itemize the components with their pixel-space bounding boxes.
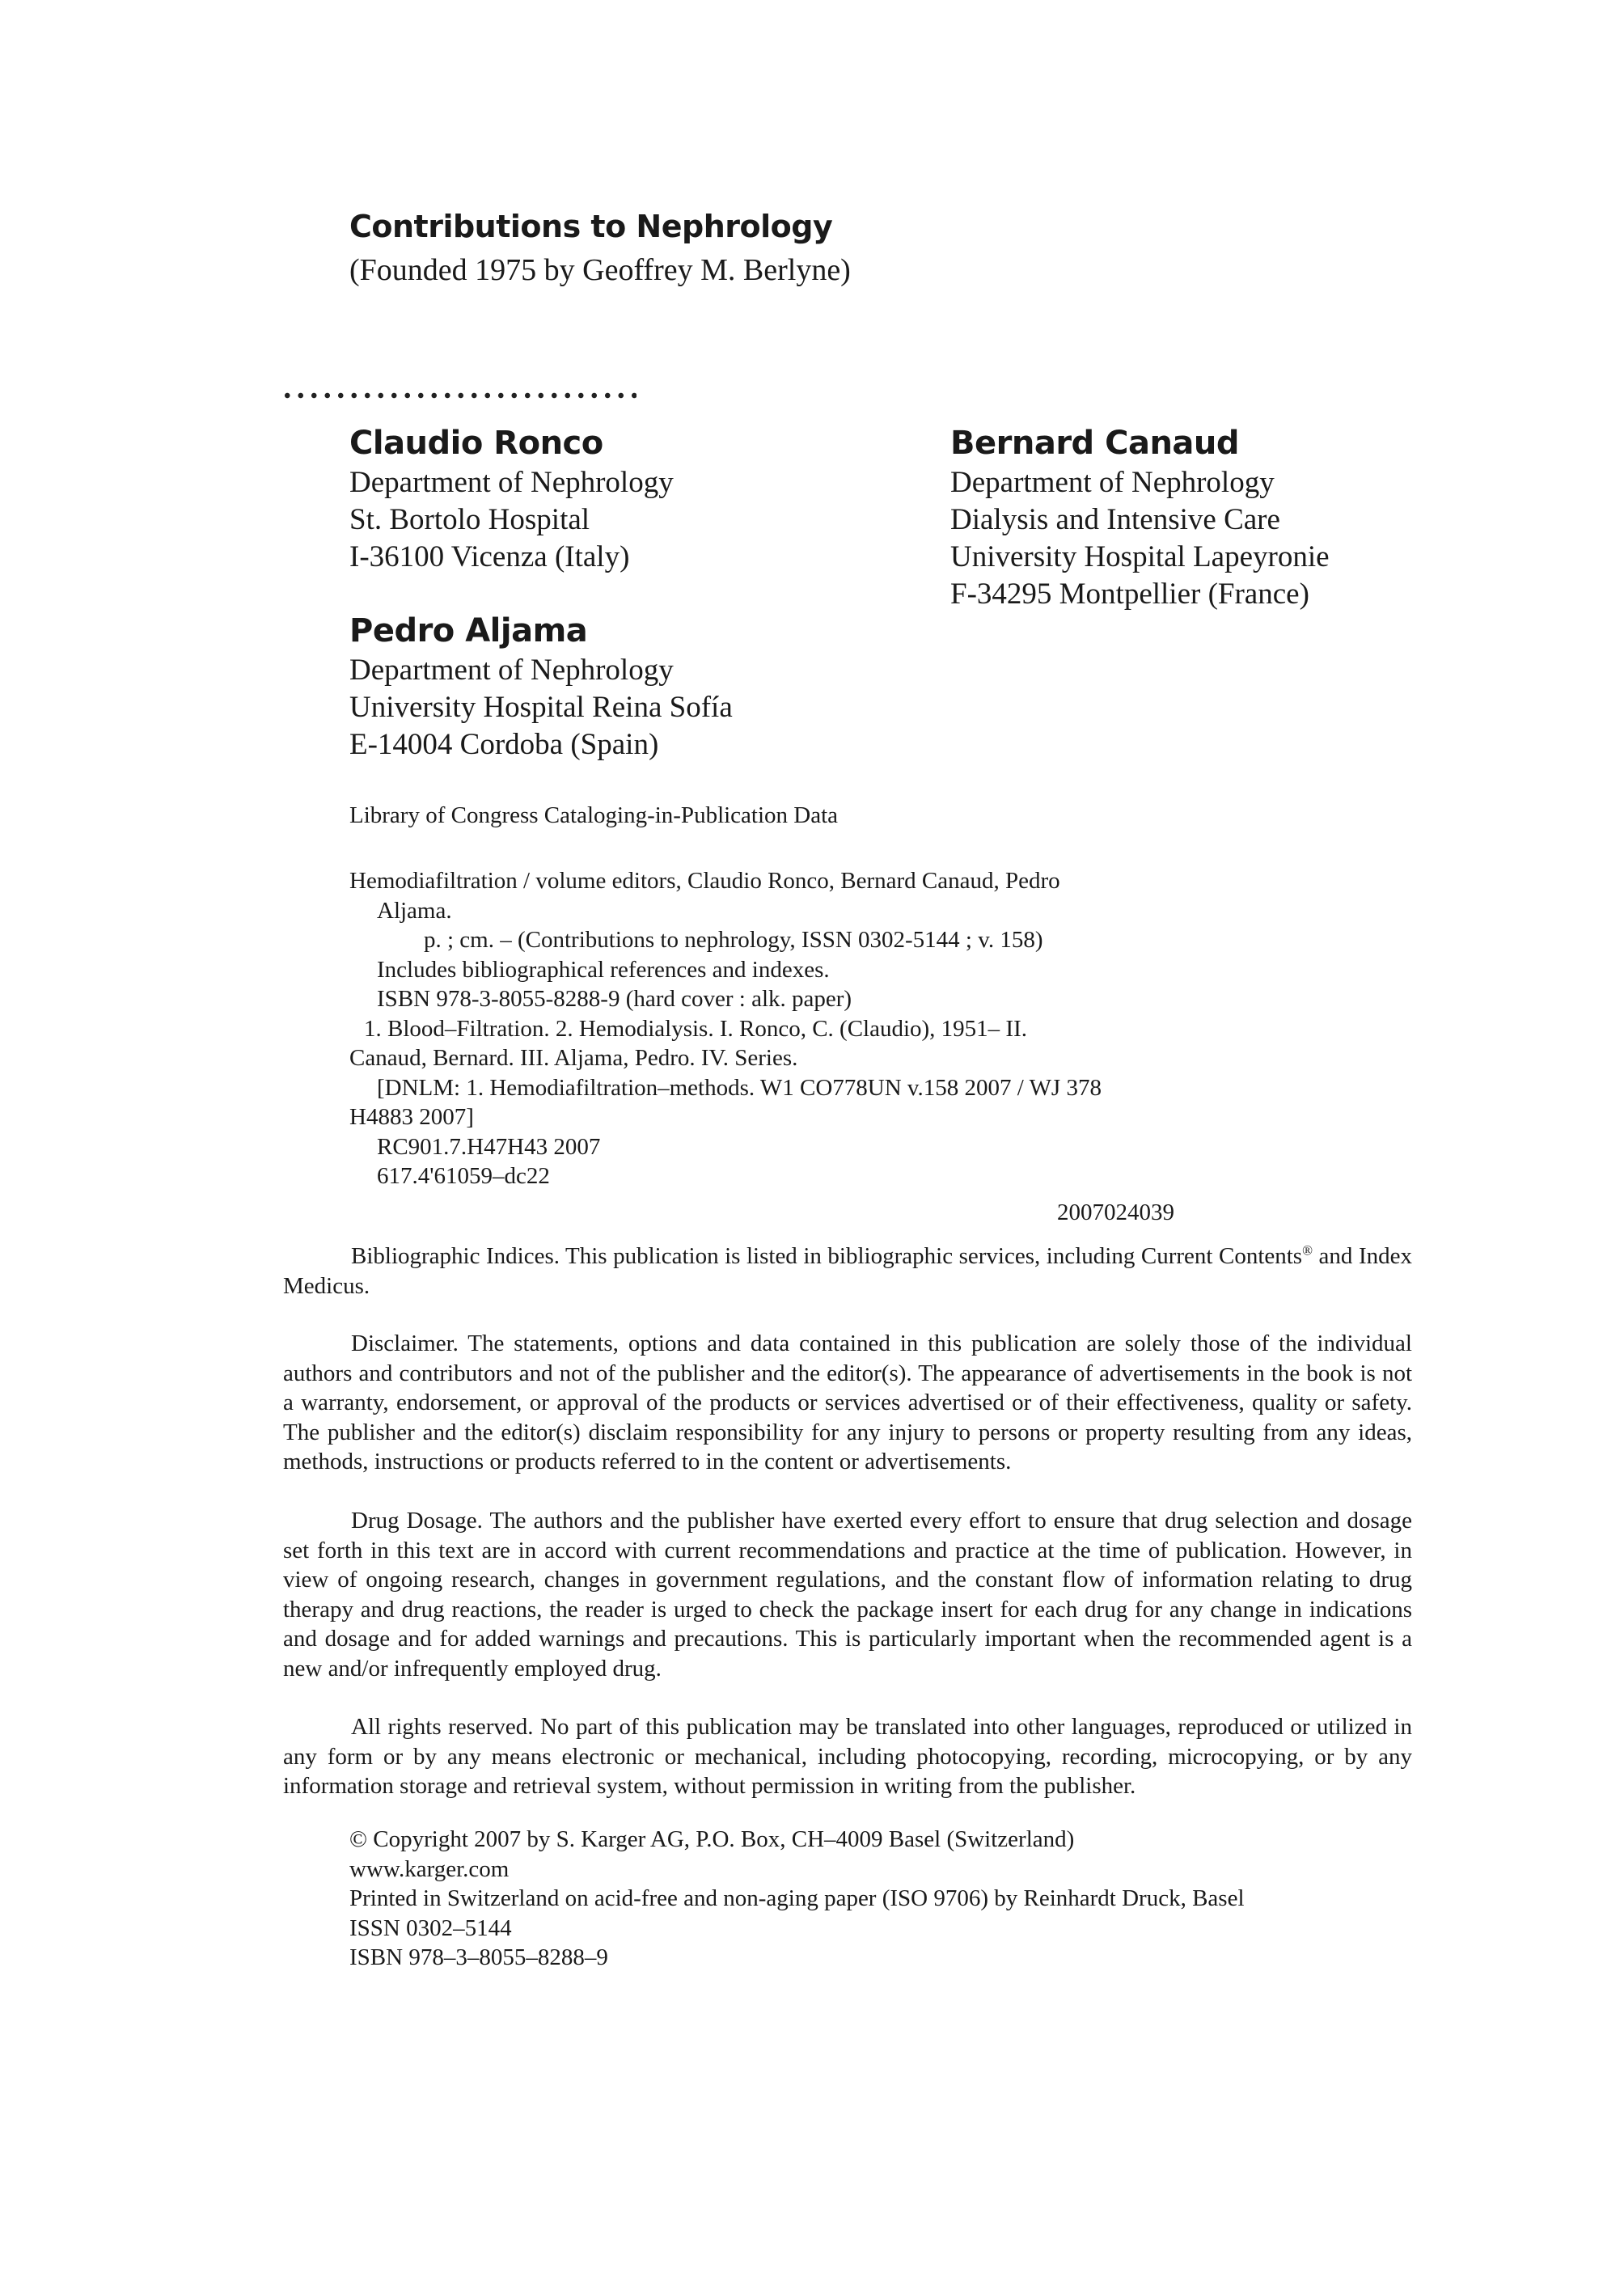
copyright-notice: © Copyright 2007 by S. Karger AG, P.O. Box, CH–4009 Basel (Switzerland) [349, 1826, 1075, 1852]
cip-line: 1. Blood–Filtration. 2. Hemodialysis. I. Ronco, C. (Claudio), 1951– II. [364, 1015, 1028, 1042]
editor-affiliation-line: Department of Nephrology [349, 466, 674, 499]
cip-line: 617.4'61059–dc22 [377, 1163, 550, 1189]
editor-block-ronco [349, 422, 674, 576]
editor-affiliation-line: University Hospital Lapeyronie [950, 540, 1330, 573]
editor-name: Bernard Canaud [950, 425, 1240, 462]
editor-affiliation-line: I-36100 Vicenza (Italy) [349, 540, 630, 573]
editor-affiliation-line: F-34295 Montpellier (France) [950, 577, 1309, 611]
cip-line: RC901.7.H47H43 2007 [377, 1133, 601, 1160]
dotted-divider [281, 390, 636, 401]
series-title: Contributions to Nephrology [349, 209, 833, 244]
rights-paragraph: All rights reserved. No part of this publication may be translated into other languages, reproduced or utilized in any form or by any means electronic or mechanical, including photocopying, recording, microcopying, or by any information storage and retrieval system, without permission in writing from the publisher. [283, 1714, 1412, 1799]
editor-affiliation-line: E-14004 Cordoba (Spain) [349, 728, 659, 761]
bibliographic-text: Bibliographic Indices. This publication is listed in bibliographic services, including Current Contents [351, 1243, 1303, 1269]
editor-affiliation-line: Department of Nephrology [950, 466, 1275, 499]
cip-line: p. ; cm. – (Contributions to nephrology, ISSN 0302-5144 ; v. 158) [424, 927, 1043, 953]
disclaimer-paragraph: Disclaimer. The statements, options and data contained in this publication are solely those of the individual authors and contributors and not of the publisher and the editor(s). The appearance of advertisements in the book is not a warranty, endorsement, or approval of the products or services advertised or of their effectiveness, quality or safety. The publisher and the editor(s) disclaim responsibility for any injury to persons or property resulting from any ideas, methods, instructions or products referred to in the content or advertisements. [283, 1331, 1412, 1474]
editor-block-canaud [950, 422, 1330, 613]
cip-line: H4883 2007] [349, 1104, 474, 1130]
copyright-block [349, 1825, 1245, 1973]
registered-mark: ® [1302, 1242, 1313, 1259]
cip-line: Hemodiafiltration / volume editors, Claudio Ronco, Bernard Canaud, Pedro [349, 868, 1060, 894]
editor-affiliation-line: Dialysis and Intensive Care [950, 503, 1280, 536]
editor-name: Pedro Aljama [349, 612, 588, 649]
cip-line: [DNLM: 1. Hemodiafiltration–methods. W1 CO778UN v.158 2007 / WJ 378 [377, 1074, 1102, 1101]
bibliographic-indices-paragraph [283, 1242, 1412, 1301]
printing-note: Printed in Switzerland on acid-free and non-aging paper (ISO 9706) by Reinhardt Druck, Basel [349, 1885, 1245, 1911]
publisher-website: www.karger.com [349, 1855, 510, 1882]
editor-affiliation-line: University Hospital Reina Sofía [349, 691, 733, 724]
cip-record [349, 866, 1223, 1227]
issn: ISSN 0302–5144 [349, 1914, 512, 1941]
cip-line: Aljama. [377, 897, 452, 924]
editor-affiliation-line: St. Bortolo Hospital [349, 503, 590, 536]
editor-name: Claudio Ronco [349, 425, 603, 462]
cip-line: ISBN 978-3-8055-8288-9 (hard cover : alk. paper) [377, 986, 852, 1012]
series-founded-note: (Founded 1975 by Geoffrey M. Berlyne) [349, 253, 851, 287]
bibliographic-text-end: and Index Medicus. [283, 1243, 1412, 1299]
cip-line: Includes bibliographical references and indexes. [377, 956, 830, 983]
cip-line: Canaud, Bernard. III. Aljama, Pedro. IV. Series. [349, 1045, 798, 1071]
isbn: ISBN 978–3–8055–8288–9 [349, 1944, 608, 1970]
editor-block-aljama [349, 610, 733, 764]
drug-dosage-paragraph: Drug Dosage. The authors and the publisher have exerted every effort to ensure that drug selection and dosage set forth in this text are in accord with current recommendations and practice at the time of publication. However, in view of ongoing research, changes in government regulations, and the constant flow of information relating to drug therapy and drug reactions, the reader is urged to check the package insert for each drug for any change in indications and dosage and for added warnings and precautions. This is particularly important when the recommended agent is a new and/or infrequently employed drug. [283, 1508, 1412, 1682]
cip-heading: Library of Congress Cataloging-in-Publication Data [349, 802, 839, 828]
lccn-number: 2007024039 [1057, 1199, 1174, 1225]
editor-affiliation-line: Department of Nephrology [349, 654, 674, 687]
